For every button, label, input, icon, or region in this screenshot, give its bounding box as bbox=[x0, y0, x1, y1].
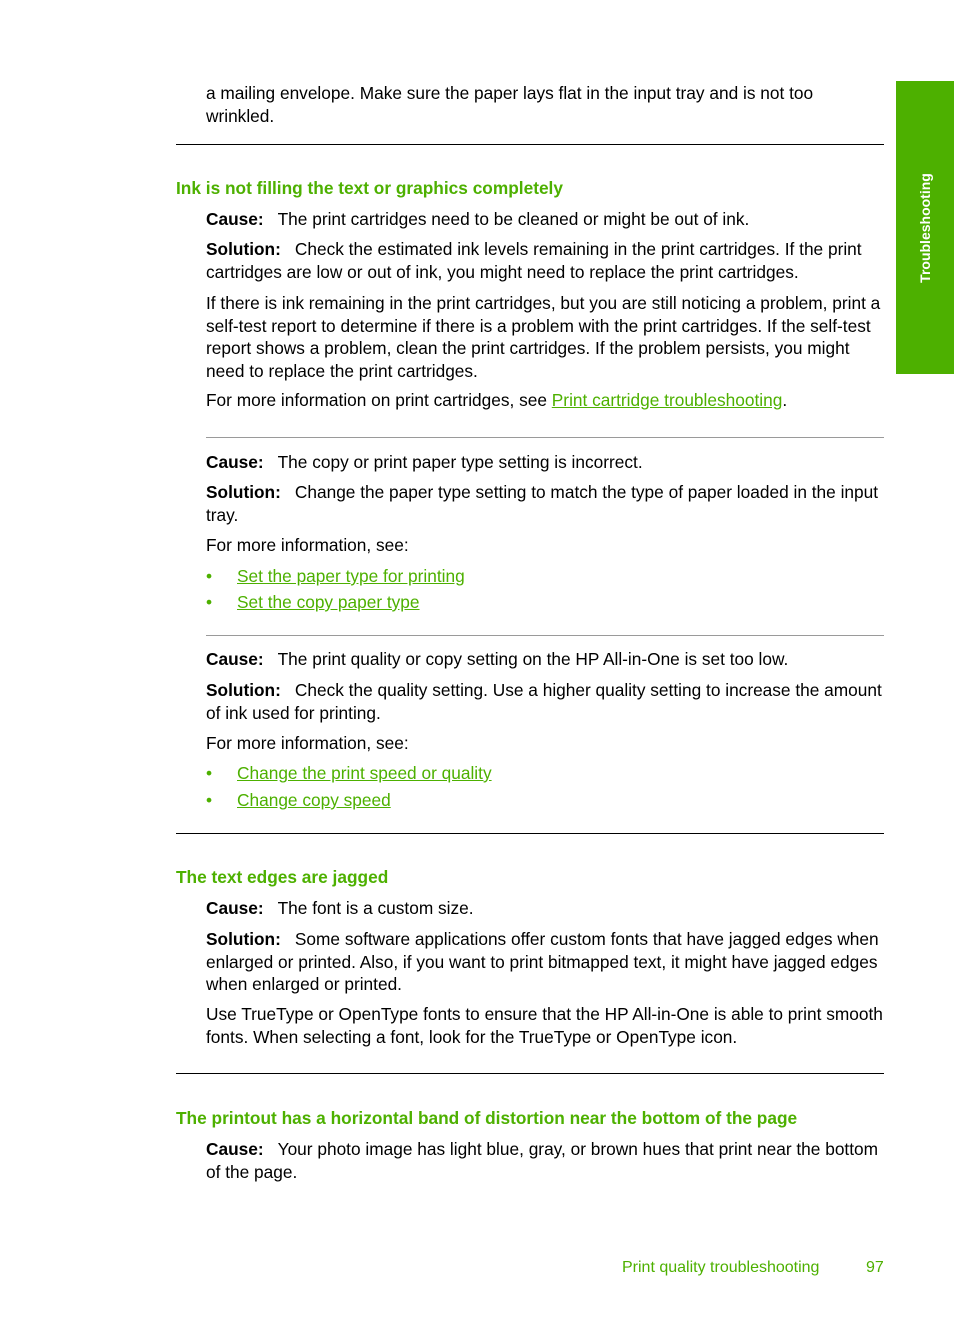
more-info-suffix: . bbox=[782, 390, 788, 410]
solution-text: Check the estimated ink levels remaining in the print cartridges. If the print cartridges are low or out of ink, you might need to replace the print cartridges. bbox=[206, 239, 862, 282]
cause-paragraph bbox=[206, 897, 886, 920]
cause-paragraph bbox=[206, 451, 886, 474]
section-heading-text-edges-jagged: The text edges are jagged bbox=[176, 867, 389, 887]
section-heading-ink-not-filling: Ink is not filling the text or graphics completely bbox=[176, 178, 563, 198]
more-info-paragraph: For more information, see: bbox=[206, 733, 409, 753]
link-set-paper-type-printing[interactable]: Set the paper type for printing bbox=[237, 566, 465, 586]
cause-paragraph bbox=[206, 648, 886, 671]
cause-text: The print cartridges need to be cleaned or might be out of ink. bbox=[277, 209, 750, 229]
more-info-paragraph bbox=[206, 389, 886, 412]
side-tab bbox=[896, 81, 954, 374]
cause-text: Your photo image has light blue, gray, or brown hues that print near the bottom of the page. bbox=[206, 1139, 879, 1182]
intro-text: a mailing envelope. Make sure the paper lays flat in the input tray and is not too wrinkled. bbox=[206, 83, 814, 126]
cause-label: Cause: bbox=[206, 209, 264, 229]
divider bbox=[176, 1073, 884, 1074]
solution-label: Solution: bbox=[206, 929, 281, 949]
cause-text: The print quality or copy setting on the HP All-in-One is set too low. bbox=[277, 649, 789, 669]
cause-text: The font is a custom size. bbox=[277, 898, 474, 918]
more-info-paragraph: For more information, see: bbox=[206, 535, 409, 555]
solution-paragraph bbox=[206, 481, 886, 526]
divider bbox=[176, 144, 884, 145]
side-tab-label: Troubleshooting bbox=[916, 172, 933, 283]
bullet: • bbox=[206, 763, 213, 783]
solution-paragraph bbox=[206, 679, 886, 724]
cause-label: Cause: bbox=[206, 452, 264, 472]
solution-text: Change the paper type setting to match the type of paper loaded in the input tray. bbox=[206, 482, 879, 525]
cause-label: Cause: bbox=[206, 1139, 264, 1159]
cause-paragraph bbox=[206, 208, 886, 231]
footer-section-title: Print quality troubleshooting bbox=[622, 1259, 820, 1276]
body-paragraph: Use TrueType or OpenType fonts to ensure that the HP All-in-One is able to print smooth fonts. When selecting a font, look for the TrueType or OpenType icon. bbox=[206, 1004, 883, 1047]
link-set-copy-paper-type[interactable]: Set the copy paper type bbox=[237, 592, 420, 612]
solution-text: Check the quality setting. Use a higher quality setting to increase the amount of ink used for printing. bbox=[206, 680, 882, 723]
body-paragraph: If there is ink remaining in the print cartridges, but you are still noticing a problem, print a self-test report to determine if there is a problem with the print cartridges. If the self-test report shows a problem, clean the print cartridges. If the problem persists, you might need to replace the print cartridges. bbox=[206, 293, 881, 381]
solution-label: Solution: bbox=[206, 239, 281, 259]
link-change-copy-speed[interactable]: Change copy speed bbox=[237, 790, 391, 810]
cause-text: The copy or print paper type setting is incorrect. bbox=[277, 452, 643, 472]
more-info-prefix: For more information on print cartridges, see bbox=[206, 390, 552, 410]
link-print-cartridge-troubleshooting[interactable]: Print cartridge troubleshooting bbox=[551, 390, 783, 410]
subdivider bbox=[206, 437, 884, 438]
page-number: 97 bbox=[866, 1259, 884, 1276]
cause-label: Cause: bbox=[206, 649, 264, 669]
bullet: • bbox=[206, 592, 213, 612]
divider bbox=[176, 833, 884, 834]
section-heading-horizontal-band: The printout has a horizontal band of distortion near the bottom of the page bbox=[176, 1108, 798, 1128]
cause-label: Cause: bbox=[206, 898, 264, 918]
solution-paragraph bbox=[206, 928, 886, 996]
solution-label: Solution: bbox=[206, 680, 281, 700]
bullet: • bbox=[206, 566, 213, 586]
solution-paragraph bbox=[206, 238, 886, 283]
bullet: • bbox=[206, 790, 213, 810]
subdivider bbox=[206, 635, 884, 636]
solution-label: Solution: bbox=[206, 482, 281, 502]
cause-paragraph bbox=[206, 1138, 886, 1183]
link-change-print-speed-quality[interactable]: Change the print speed or quality bbox=[237, 763, 492, 783]
solution-text: Some software applications offer custom fonts that have jagged edges when enlarged or printed. Also, if you want to print bitmapped text, it might have jagged edges when enlarged or printed. bbox=[206, 929, 879, 994]
